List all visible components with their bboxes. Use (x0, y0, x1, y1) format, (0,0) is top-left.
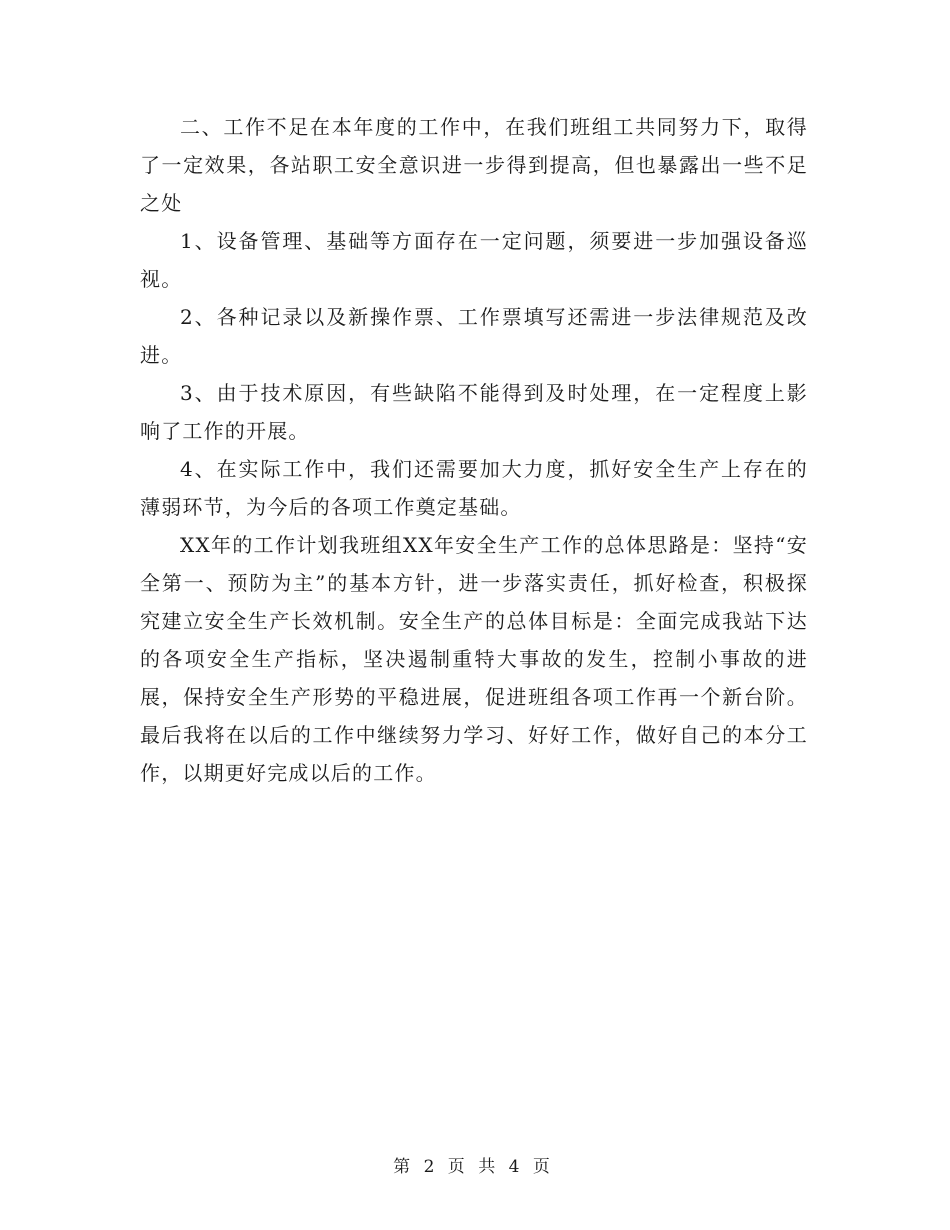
paragraph-item-2: 2、各种记录以及新操作票、工作票填写还需进一步法律规范及改进。 (140, 305, 808, 367)
paragraph-work-plan: XX年的工作计划我班组XX年安全生产工作的总体思路是：坚持“安全第一、预防为主”的基本方针，进一步落实责任，抓好检查，积极探究建立安全生产长效机制。安全生产的总体目标是：全面完成我站下达的各项安全生产指标，坚决遏制重特大事故的发生，控制小事故的进展，保持安全生产形势的平稳进展，促进班组各项工作再一个新台阶。最后我将在以后的工作中继续努力学习、好好工作，做好自己的本分工作，以期更好完成以后的工作。 (140, 533, 808, 785)
page-footer (0, 1152, 950, 1177)
document-body (140, 108, 808, 792)
footer-suffix: 页 (532, 1157, 551, 1177)
paragraph-item-1: 1、设备管理、基础等方面存在一定问题，须要进一步加强设备巡视。 (140, 229, 808, 291)
paragraph-item-4: 4、在实际工作中，我们还需要加大力度，抓好安全生产上存在的薄弱环节，为今后的各项工作奠定基础。 (140, 457, 808, 519)
paragraph-shortcomings: 二、工作不足在本年度的工作中，在我们班组工共同努力下，取得了一定效果，各站职工安全意识进一步得到提高，但也暴露出一些不足之处 (140, 115, 808, 215)
footer-total-word: 共 (478, 1157, 497, 1177)
footer-current-page: 2 (423, 1157, 436, 1177)
footer-total-pages: 4 (508, 1157, 521, 1177)
footer-page-word: 页 (447, 1157, 466, 1177)
footer-prefix: 第 (393, 1157, 412, 1177)
paragraph-item-3: 3、由于技术原因，有些缺陷不能得到及时处理，在一定程度上影响了工作的开展。 (140, 381, 808, 443)
